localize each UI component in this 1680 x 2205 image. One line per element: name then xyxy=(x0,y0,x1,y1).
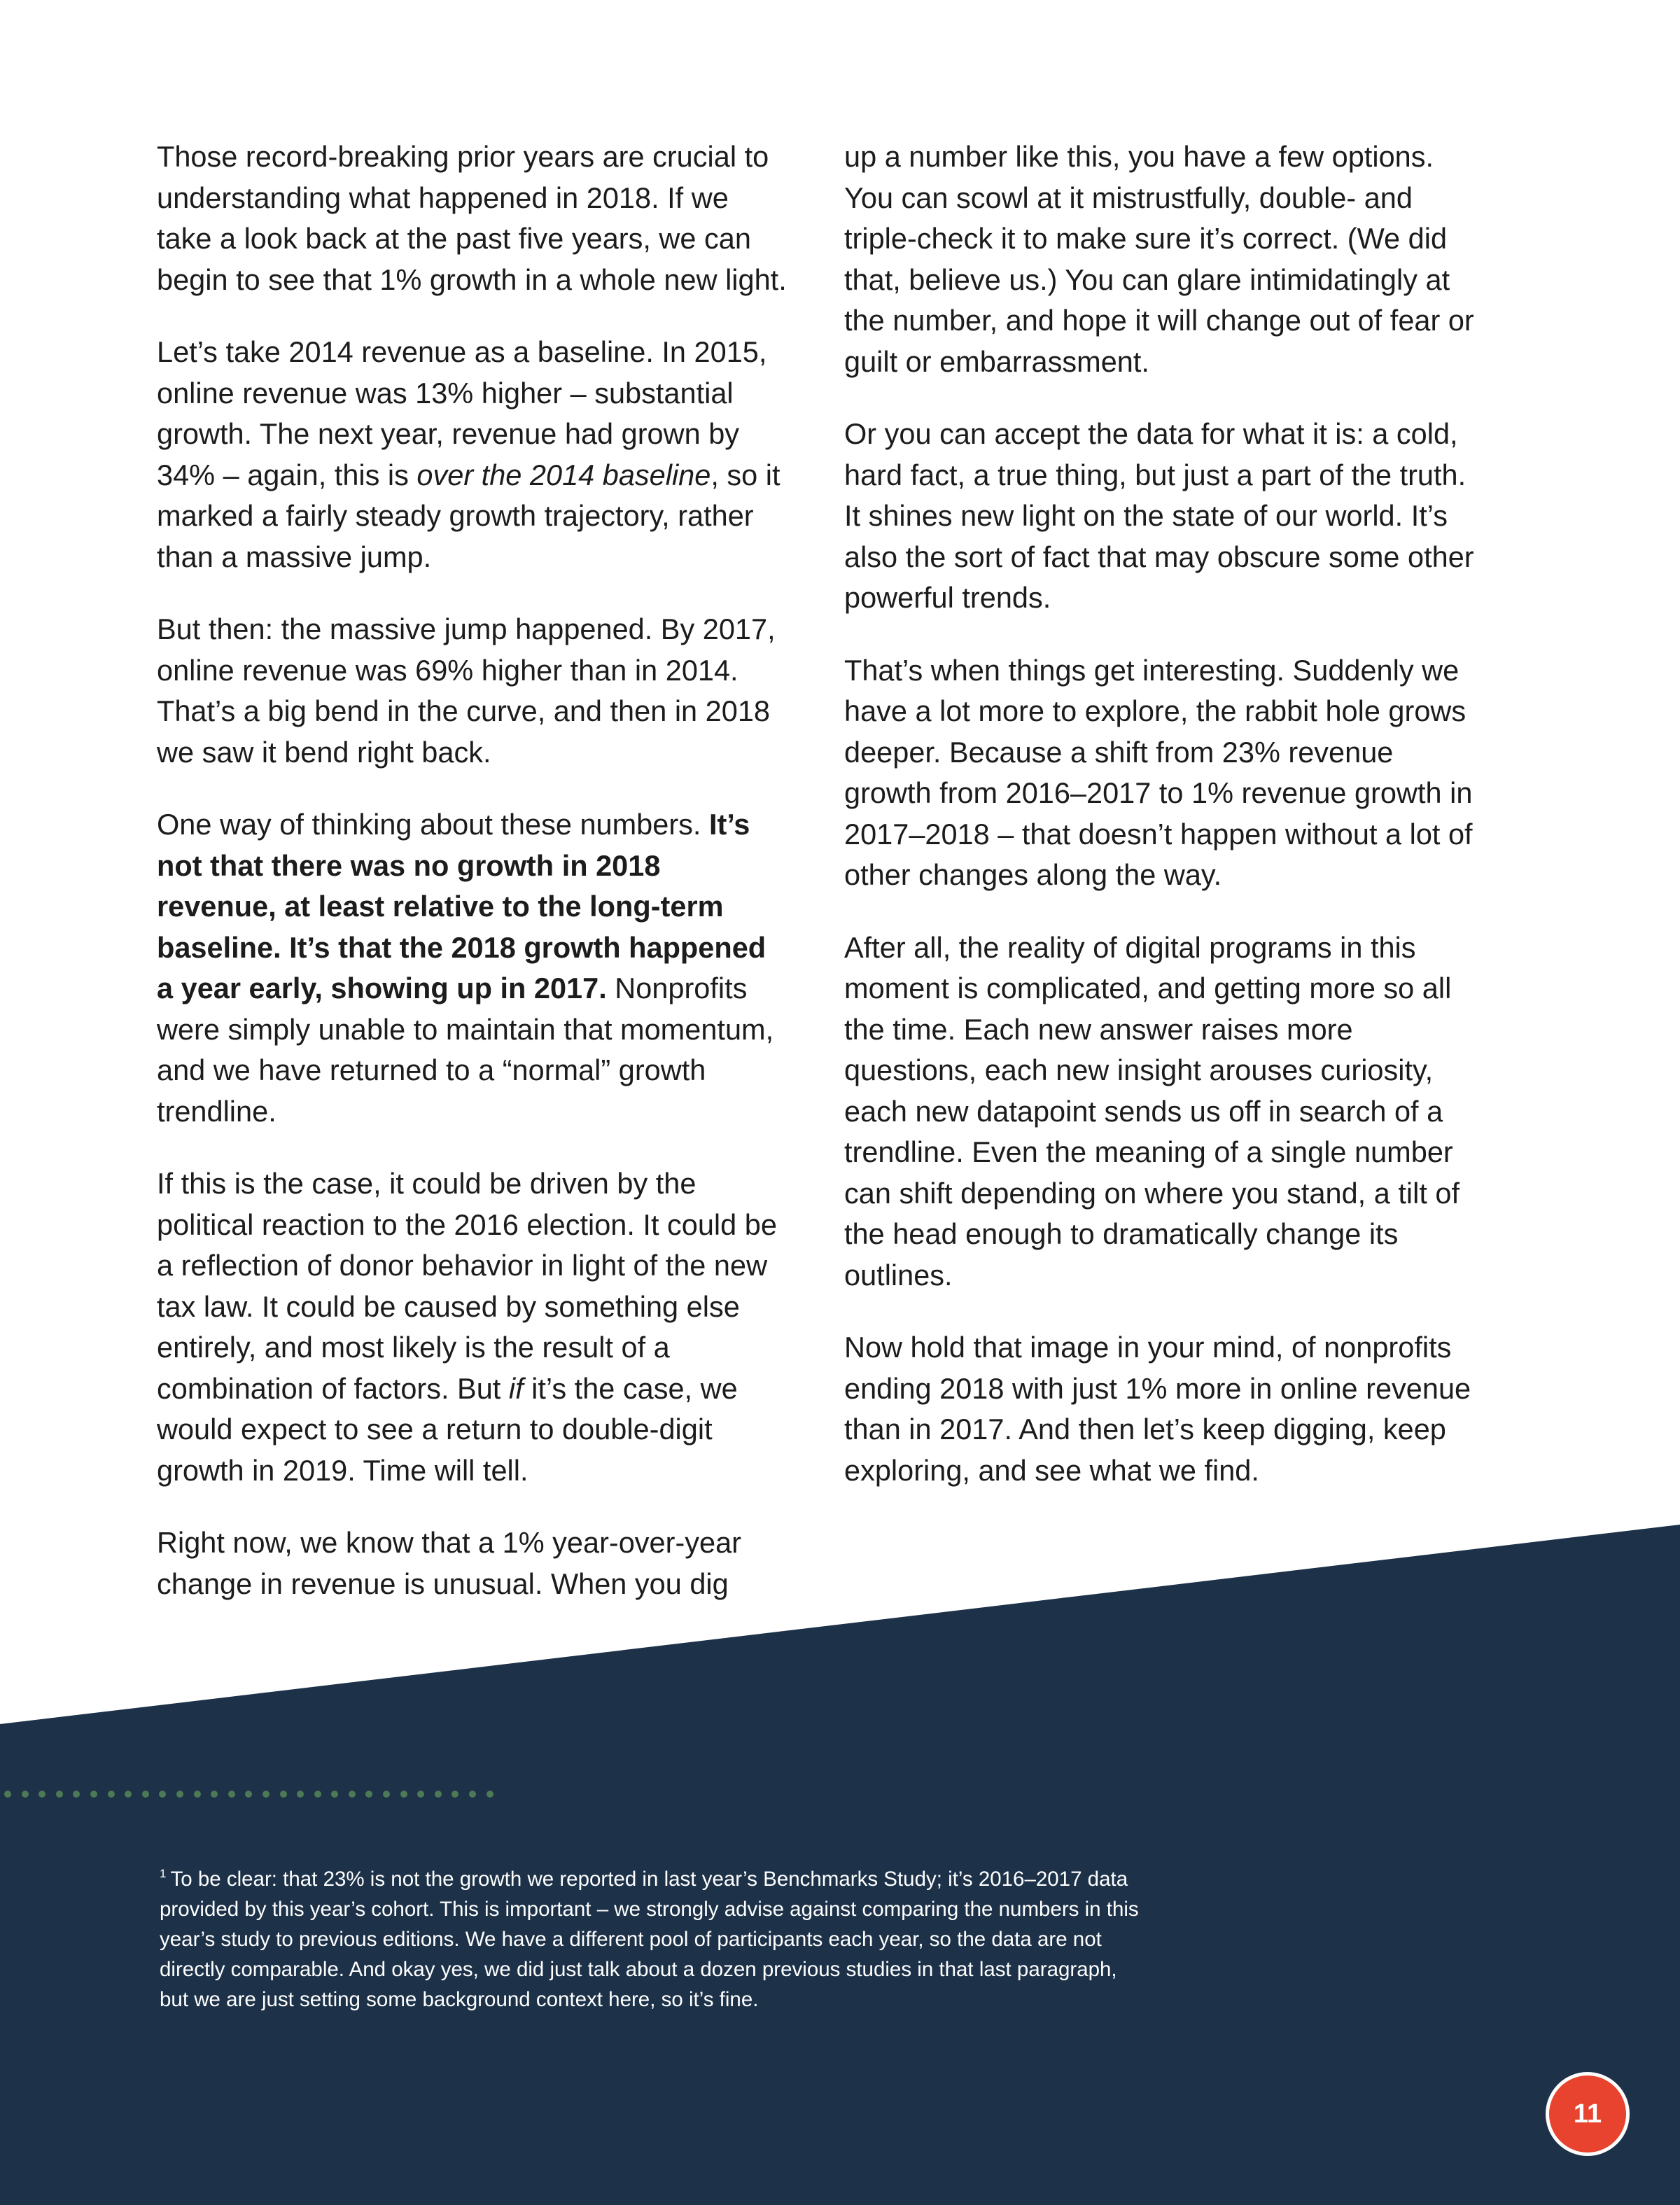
divider-dot xyxy=(159,1791,166,1798)
left-column xyxy=(157,136,787,1604)
divider-dot xyxy=(228,1791,235,1798)
divider-dot xyxy=(417,1791,424,1798)
divider-dot xyxy=(176,1791,183,1798)
dotted-divider xyxy=(4,1791,493,1798)
right-paragraph-5: Now hold that image in your mind, of nonprofits ending 2018 with just 1% more in online revenue than in 2017. And then let’s keep digging, keep exploring, and see what we find. xyxy=(844,1331,1471,1487)
page-number: 11 xyxy=(1573,2099,1602,2129)
divider-dot xyxy=(349,1791,356,1798)
divider-dot xyxy=(142,1791,149,1798)
page-number-badge xyxy=(1546,2072,1630,2156)
divider-dot xyxy=(469,1791,476,1798)
divider-dot xyxy=(383,1791,390,1798)
right-paragraph-4: After all, the reality of digital programs in this moment is complicated, and getting more so all the time. Each new answer raises more questions, each new insight arouses curiosity, each new datapoint sends us off in search of a trendline. Even the meaning of a single number can shift depending on where you stand, a tilt of the head enough to dramatically change its outlines. xyxy=(844,930,1460,1292)
divider-dot xyxy=(435,1791,442,1798)
emphasis-statement: It’s not that there was no growth in 2018 revenue, at least relative to the long-term baseline. It’s that the 2018 growth happened a year early, showing up in 2017. xyxy=(157,808,766,1004)
divider-dot xyxy=(280,1791,287,1798)
divider-dot xyxy=(90,1791,97,1798)
left-paragraph-4: One way of thinking about these numbers. It’s not that there was no growth in 2018 revenue, at least relative to the long-term baseline. It’s that the 2018 growth happened a year early, showing up in 2017. Nonprofits were simply unable to maintain that momentum, and we have returned to a “normal” growth trendline. xyxy=(157,808,774,1128)
right-column xyxy=(844,136,1488,1491)
right-paragraph-2: Or you can accept the data for what it is: a cold, hard fact, a true thing, but just a part of the truth. It shines new light on the state of our world. It’s also the sort of fact that may obscure some other powerful trends. xyxy=(844,417,1474,614)
divider-dot xyxy=(108,1791,115,1798)
divider-dot xyxy=(451,1791,458,1798)
divider-dot xyxy=(400,1791,407,1798)
right-paragraph-3: That’s when things get interesting. Suddenly we have a lot more to explore, the rabbit hole grows deeper. Because a shift from 23% revenue growth from 2016–2017 to 1% revenue growth in 2017–2018 – that doesn’t happen without a lot of other changes along the way. xyxy=(844,653,1473,891)
divider-dot xyxy=(38,1791,46,1798)
divider-dot xyxy=(22,1791,29,1798)
divider-dot xyxy=(365,1791,372,1798)
divider-dot xyxy=(125,1791,132,1798)
left-paragraph-5: If this is the case, it could be driven by the political reaction to the 2016 election. It could be a reflection of donor behavior in light of the new tax law. It could be caused by something else entirely, and most likely is the result of a combination of factors. But if it’s the case, we would expect to see a return to double-digit growth in 2019. Time will tell. xyxy=(157,1167,777,1487)
divider-dot xyxy=(211,1791,218,1798)
footnote-text: To be clear: that 23% is not the growth we reported in last year’s Benchmarks Study; it’s 2016–2017 data provided by this year’s cohort. This is important – we strongly advise against comparing the numbers in this year’s study to previous editions. We have a different pool of participants each year, so the data are not directly comparable. And okay yes, we did just talk about a dozen previous studies in that last paragraph, but we are just setting some background context here, so it’s fine. xyxy=(160,1868,1139,2011)
divider-dot xyxy=(56,1791,63,1798)
footnote-marker: 1 xyxy=(160,1867,167,1880)
divider-dot xyxy=(314,1791,321,1798)
divider-dot xyxy=(331,1791,338,1798)
divider-dot xyxy=(297,1791,304,1798)
left-paragraph-1: Those record-breaking prior years are crucial to understanding what happened in 2018. If we take a look back at the past five years, we can begin to see that 1% growth in a whole new light. xyxy=(157,140,787,296)
divider-dot xyxy=(262,1791,270,1798)
left-paragraph-2: Let’s take 2014 revenue as a baseline. In 2015, online revenue was 13% higher – substantial growth. The next year, revenue had grown by 34% – again, this is over the 2014 baseline, so it marked a fairly steady growth trajectory, rather than a massive jump. xyxy=(157,335,780,573)
divider-dot xyxy=(4,1791,11,1798)
divider-dot xyxy=(194,1791,201,1798)
left-paragraph-3: But then: the massive jump happened. By 2017, online revenue was 69% higher than in 2014. That’s a big bend in the curve, and then in 2018 we saw it bend right back. xyxy=(157,612,776,769)
right-paragraph-1: up a number like this, you have a few options. You can scowl at it mistrustfully, double- and triple-check it to make sure it’s correct. (We did that, believe us.) You can glare intimidatingly at the number, and hope it will change out of fear or guilt or embarrassment. xyxy=(844,140,1474,378)
left-paragraph-6: Right now, we know that a 1% year-over-year change in revenue is unusual. When you dig xyxy=(157,1526,742,1600)
divider-dot xyxy=(486,1791,493,1798)
footnote xyxy=(160,1858,1140,2015)
divider-dot xyxy=(73,1791,80,1798)
divider-dot xyxy=(245,1791,252,1798)
